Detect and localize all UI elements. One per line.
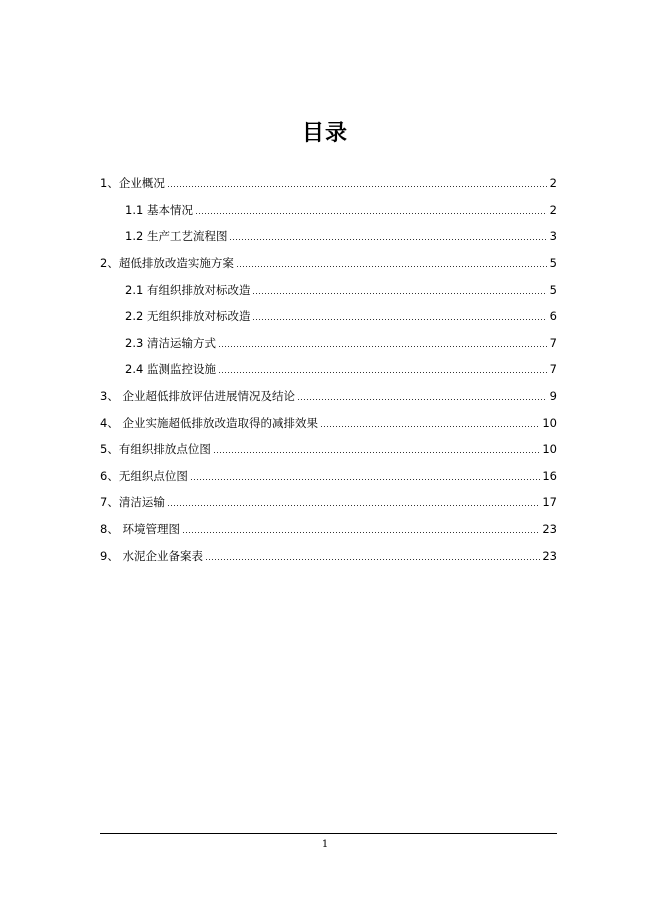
toc-entry[interactable] xyxy=(100,542,557,569)
toc-entry-page-number: 6 xyxy=(549,309,557,324)
toc-entry-label: 2.3 清洁运输方式 xyxy=(125,335,216,350)
toc-entry-page-number: 23 xyxy=(542,548,557,563)
toc-entry-page-number: 10 xyxy=(542,442,557,457)
toc-entry-page-number: 7 xyxy=(549,362,557,377)
toc-entry[interactable] xyxy=(100,383,557,410)
toc-dot-leader xyxy=(320,426,540,427)
toc-entry-label: 6、无组织点位图 xyxy=(100,468,188,483)
toc-dot-leader xyxy=(213,452,541,453)
toc-dot-leader xyxy=(218,346,547,347)
toc-entry[interactable] xyxy=(100,197,557,224)
toc-entry[interactable] xyxy=(100,250,557,277)
toc-entry-page-number: 10 xyxy=(542,415,557,430)
toc-entry[interactable] xyxy=(100,356,557,383)
toc-dot-leader xyxy=(218,372,547,373)
toc-entry-page-number: 2 xyxy=(549,176,557,191)
toc-entry[interactable] xyxy=(100,303,557,330)
toc-entry-label: 2.1 有组织排放对标改造 xyxy=(125,282,251,297)
toc-entry-page-number: 16 xyxy=(542,468,557,483)
footer-rule xyxy=(100,833,557,834)
toc-entry[interactable] xyxy=(100,516,557,543)
toc-list xyxy=(100,170,557,569)
toc-entry-page-number: 3 xyxy=(549,229,557,244)
toc-entry-label: 5、有组织排放点位图 xyxy=(100,442,211,457)
toc-entry[interactable] xyxy=(100,489,557,516)
toc-dot-leader xyxy=(182,532,540,533)
toc-entry-label: 2.4 监测监控设施 xyxy=(125,362,216,377)
page-number: 1 xyxy=(321,839,329,850)
toc-entry-page-number: 23 xyxy=(542,522,557,537)
toc-entry-page-number: 7 xyxy=(549,335,557,350)
toc-title: 目录 xyxy=(301,121,348,146)
toc-entry[interactable] xyxy=(100,409,557,436)
toc-dot-leader xyxy=(252,319,547,320)
toc-entry-label: 3、 企业超低排放评估进展情况及结论 xyxy=(100,389,295,404)
toc-entry-label: 4、 企业实施超低排放改造取得的减排效果 xyxy=(100,415,318,430)
toc-entry[interactable] xyxy=(100,436,557,463)
toc-entry-page-number: 17 xyxy=(542,495,557,510)
toc-entry-label: 9、 水泥企业备案表 xyxy=(100,548,203,563)
toc-dot-leader xyxy=(190,479,541,480)
toc-dot-leader xyxy=(229,239,547,240)
toc-dot-leader xyxy=(205,559,540,560)
toc-entry-page-number: 2 xyxy=(549,202,557,217)
toc-entry-page-number: 5 xyxy=(549,282,557,297)
toc-entry-label: 8、 环境管理图 xyxy=(100,522,180,537)
toc-entry-label: 7、清洁运输 xyxy=(100,495,165,510)
toc-entry-label: 1、企业概况 xyxy=(100,176,165,191)
toc-dot-leader xyxy=(167,186,547,187)
toc-entry-label: 1.1 基本情况 xyxy=(125,202,193,217)
toc-entry[interactable] xyxy=(100,170,557,197)
toc-entry-page-number: 5 xyxy=(549,256,557,271)
toc-dot-leader xyxy=(236,266,547,267)
toc-entry[interactable] xyxy=(100,330,557,357)
toc-entry-label: 1.2 生产工艺流程图 xyxy=(125,229,228,244)
toc-dot-leader xyxy=(195,213,547,214)
toc-entry[interactable] xyxy=(100,276,557,303)
toc-entry[interactable] xyxy=(100,463,557,490)
toc-entry[interactable] xyxy=(100,223,557,250)
toc-dot-leader xyxy=(167,505,541,506)
toc-entry-page-number: 9 xyxy=(549,389,557,404)
toc-dot-leader xyxy=(297,399,547,400)
toc-entry-label: 2.2 无组织排放对标改造 xyxy=(125,309,251,324)
toc-dot-leader xyxy=(252,293,547,294)
toc-entry-label: 2、超低排放改造实施方案 xyxy=(100,256,234,271)
